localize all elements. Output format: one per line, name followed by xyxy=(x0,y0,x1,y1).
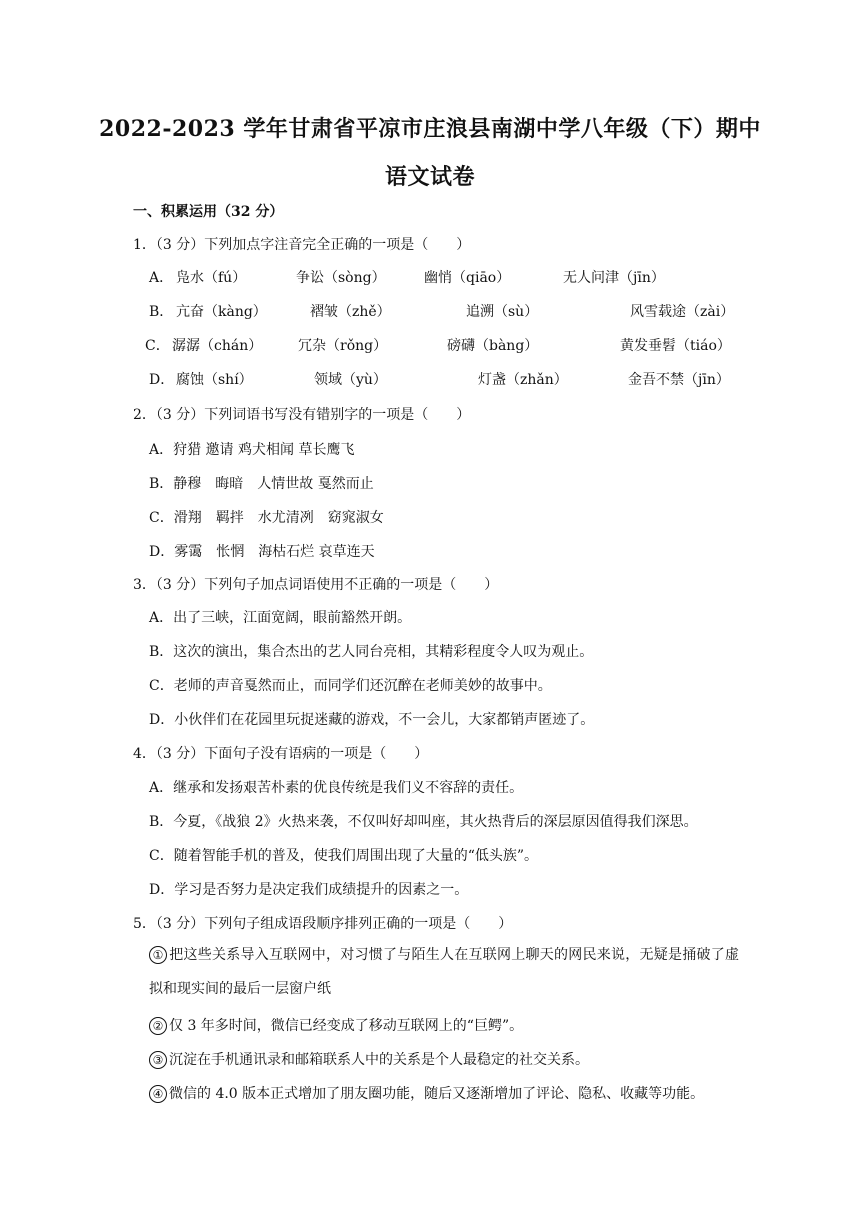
q4-option-a: A．继承和发扬艰苦朴素的优良传统是我们义不容辞的责任。 xyxy=(149,780,524,796)
q2-option-b: B．静穆 晦暗 人情世故 戛然而止 xyxy=(149,476,374,492)
q5-sentence-text: 把这些关系导入互联网中，对习惯了与陌生人在互联网上聊天的网民来说，无疑是捅破了虚拟和现实间的最后一层窗户纸 xyxy=(149,947,739,997)
q1-a-item: 凫水（fú） xyxy=(176,270,247,286)
q2-option-c: C．滑翔 羁拌 水尤清冽 窈窕淑女 xyxy=(149,510,384,526)
q1-d-item: 灯盏（zhǎn） xyxy=(478,372,568,388)
circled-number: ① xyxy=(149,946,167,964)
q5-sentence-1 xyxy=(149,938,739,1006)
q3-option-c: C．老师的声音戛然而止，而同学们还沉醉在老师美妙的故事中。 xyxy=(149,678,552,694)
q2-option-d: D．雾霭 怅惘 海枯石烂 哀草连天 xyxy=(149,544,375,560)
q1-d-item: 金吾不禁（jīn） xyxy=(628,372,730,388)
q3-option-d: D．小伙伴们在花园里玩捉迷藏的游戏，不一会儿，大家都销声匿迹了。 xyxy=(149,712,595,728)
q4-option-b: B．今夏，《战狼 2》火热来袭，不仅叫好却叫座，其火热背后的深层原因值得我们深思。 xyxy=(149,814,698,830)
q4-option-c: C．随着智能手机的普及，使我们周围出现了大量的“低头族”。 xyxy=(149,848,539,864)
q1-c-item: 黄发垂髫（tiáo） xyxy=(620,338,731,354)
q1-option-a-label: A． xyxy=(149,270,174,286)
q1-option-d-label: D． xyxy=(149,372,175,388)
q5-sentence-4 xyxy=(149,1083,704,1103)
q1-a-item: 幽悄（qiāo） xyxy=(424,270,511,286)
q5-sentence-2 xyxy=(149,1015,523,1035)
circled-number: ③ xyxy=(149,1051,167,1069)
q1-c-item: 潺潺（chán） xyxy=(172,338,263,354)
q1-a-item: 无人问津（jīn） xyxy=(563,270,665,286)
circled-number: ② xyxy=(149,1017,167,1035)
q5-sentence-text: 微信的 4.0 版本正式增加了朋友圈功能，随后又逐渐增加了评论、隐私、收藏等功能。 xyxy=(169,1086,705,1102)
q1-c-item: 冗杂（rǒng） xyxy=(298,338,388,354)
q4-option-d: D．学习是否努力是决定我们成绩提升的因素之一。 xyxy=(149,882,469,898)
q2-option-a: A．狩猎 邀请 鸡犬相闻 草长鹰飞 xyxy=(149,442,355,458)
question-5-stem: 5．（3 分）下列句子组成语段顺序排列正确的一项是（ ） xyxy=(133,916,513,932)
q5-sentence-3 xyxy=(149,1049,589,1069)
question-1-stem: 1．（3 分）下列加点字注音完全正确的一项是（ ） xyxy=(133,237,471,253)
q1-b-item: 亢奋（kàng） xyxy=(176,304,267,320)
q1-b-item: 褶皱（zhě） xyxy=(310,304,391,320)
question-2-stem: 2．（3 分）下列词语书写没有错别字的一项是（ ） xyxy=(133,407,471,423)
exam-title-line2: 语文试卷 xyxy=(384,164,475,190)
q5-sentence-text: 沉淀在手机通讯录和邮箱联系人中的关系是个人最稳定的社交关系。 xyxy=(169,1052,589,1068)
q1-option-b-label: B． xyxy=(149,304,174,320)
q1-b-item: 追溯（sù） xyxy=(466,304,539,320)
q5-sentence-text: 仅 3 年多时间，微信已经变成了移动互联网上的“巨鳄”。 xyxy=(169,1018,524,1034)
q1-c-item: 磅礴（bàng） xyxy=(447,338,539,354)
section-heading: 一、积累运用（32 分） xyxy=(133,204,284,220)
circled-number: ④ xyxy=(149,1085,167,1103)
q1-option-c-label: C． xyxy=(145,338,170,354)
question-4-stem: 4．（3 分）下面句子没有语病的一项是（ ） xyxy=(133,746,429,762)
q3-option-b: B．这次的演出，集合杰出的艺人同台亮相，其精彩程度令人叹为观止。 xyxy=(149,644,594,660)
q1-d-item: 领域（yù） xyxy=(314,372,387,388)
q1-b-item: 风雪载途（zài） xyxy=(630,304,735,320)
q3-option-a: A．出了三峡，江面宽阔，眼前豁然开朗。 xyxy=(149,610,412,626)
q1-a-item: 争讼（sòng） xyxy=(296,270,386,286)
question-3-stem: 3．（3 分）下列句子加点词语使用不正确的一项是（ ） xyxy=(133,577,499,593)
exam-title-line1: 2022-2023 学年甘肃省平凉市庄浪县南湖中学八年级（下）期中 xyxy=(99,116,761,142)
q1-d-item: 腐蚀（shí） xyxy=(176,372,253,388)
